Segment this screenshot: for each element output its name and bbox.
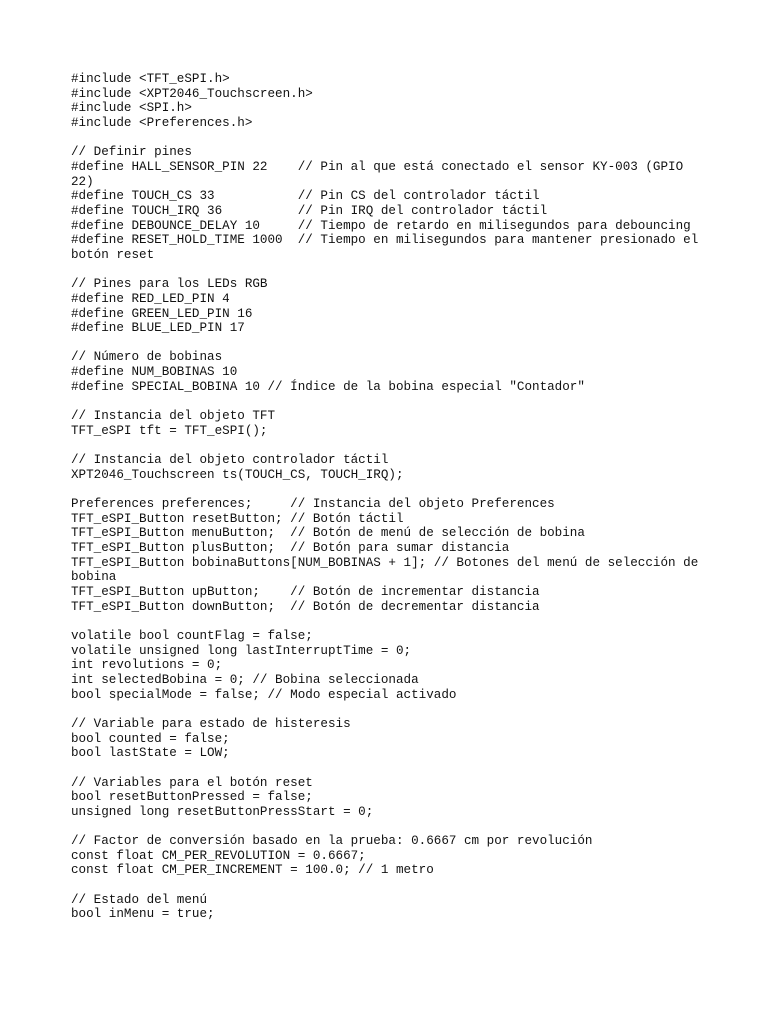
code-line: bool inMenu = true; (71, 907, 215, 922)
code-line: TFT_eSPI tft = TFT_eSPI(); (71, 423, 268, 438)
code-line: #define RESET_HOLD_TIME 1000 // Tiempo en milisegundos para mantener presionado el (71, 233, 699, 248)
code-line: const float CM_PER_REVOLUTION = 0.6667; (71, 848, 366, 863)
code-line: #include <XPT2046_Touchscreen.h> (71, 86, 313, 101)
code-line (71, 819, 711, 834)
code-line: // Factor de conversión basado en la prueba: 0.6667 cm por revolución (71, 834, 593, 849)
code-line: TFT_eSPI_Button bobinaButtons[NUM_BOBINAS + 1]; // Botones del menú de selección de (71, 555, 699, 570)
code-line: bool resetButtonPressed = false; (71, 790, 313, 805)
code-line (71, 336, 711, 351)
code-line: volatile bool countFlag = false; (71, 628, 313, 643)
code-line (71, 878, 711, 893)
code-line: // Pines para los LEDs RGB (71, 277, 268, 292)
code-line: XPT2046_Touchscreen ts(TOUCH_CS, TOUCH_IRQ); (71, 467, 404, 482)
code-line: #include <Preferences.h> (71, 115, 253, 130)
code-line: bool specialMode = false; // Modo especial activado (71, 687, 457, 702)
code-line: TFT_eSPI_Button resetButton; // Botón táctil (71, 511, 404, 526)
code-line (71, 482, 711, 497)
code-line: #include <TFT_eSPI.h> (71, 72, 230, 86)
code-line: volatile unsigned long lastInterruptTime = 0; (71, 643, 412, 658)
code-line: #define HALL_SENSOR_PIN 22 // Pin al que está conectado el sensor KY-003 (GPIO (71, 159, 684, 174)
code-line (71, 438, 711, 453)
code-document (71, 72, 711, 922)
code-line (71, 761, 711, 776)
code-line: // Variable para estado de histeresis (71, 716, 351, 731)
code-line: #define DEBOUNCE_DELAY 10 // Tiempo de retardo en milisegundos para debouncing (71, 218, 691, 233)
code-line: #define SPECIAL_BOBINA 10 // Índice de la bobina especial "Contador" (71, 379, 585, 394)
code-line: unsigned long resetButtonPressStart = 0; (71, 804, 374, 819)
code-line: // Instancia del objeto controlador táctil (71, 453, 389, 468)
code-line (71, 702, 711, 717)
code-line: #define BLUE_LED_PIN 17 (71, 321, 245, 336)
code-line: bobina (71, 570, 117, 585)
code-line: Preferences preferences; // Instancia del objeto Preferences (71, 497, 555, 512)
code-line: int revolutions = 0; (71, 658, 223, 673)
code-line: #define TOUCH_CS 33 // Pin CS del controlador táctil (71, 189, 540, 204)
code-line (71, 614, 711, 629)
code-line (71, 394, 711, 409)
code-line: const float CM_PER_INCREMENT = 100.0; // 1 metro (71, 863, 434, 878)
code-line: bool counted = false; (71, 731, 230, 746)
code-line: bool lastState = LOW; (71, 746, 230, 761)
code-line (71, 263, 711, 278)
code-line: botón reset (71, 247, 155, 262)
code-line: TFT_eSPI_Button menuButton; // Botón de menú de selección de bobina (71, 526, 585, 541)
code-line: TFT_eSPI_Button upButton; // Botón de incrementar distancia (71, 584, 540, 599)
code-line: TFT_eSPI_Button plusButton; // Botón para sumar distancia (71, 541, 510, 555)
code-line: 22) (71, 174, 94, 189)
code-line: #define NUM_BOBINAS 10 (71, 365, 238, 380)
code-line: // Estado del menú (71, 892, 208, 907)
code-line: TFT_eSPI_Button downButton; // Botón de decrementar distancia (71, 599, 540, 614)
code-line: #include <SPI.h> (71, 101, 192, 116)
code-line: // Variables para el botón reset (71, 775, 313, 790)
code-line: // Instancia del objeto TFT (71, 409, 276, 424)
code-line: // Número de bobinas (71, 350, 223, 365)
code-line: #define RED_LED_PIN 4 (71, 291, 230, 306)
code-line: // Definir pines (71, 145, 192, 160)
code-line: #define GREEN_LED_PIN 16 (71, 306, 253, 321)
code-line (71, 131, 711, 146)
code-line: #define TOUCH_IRQ 36 // Pin IRQ del controlador táctil (71, 203, 548, 218)
code-line: int selectedBobina = 0; // Bobina seleccionada (71, 672, 419, 687)
